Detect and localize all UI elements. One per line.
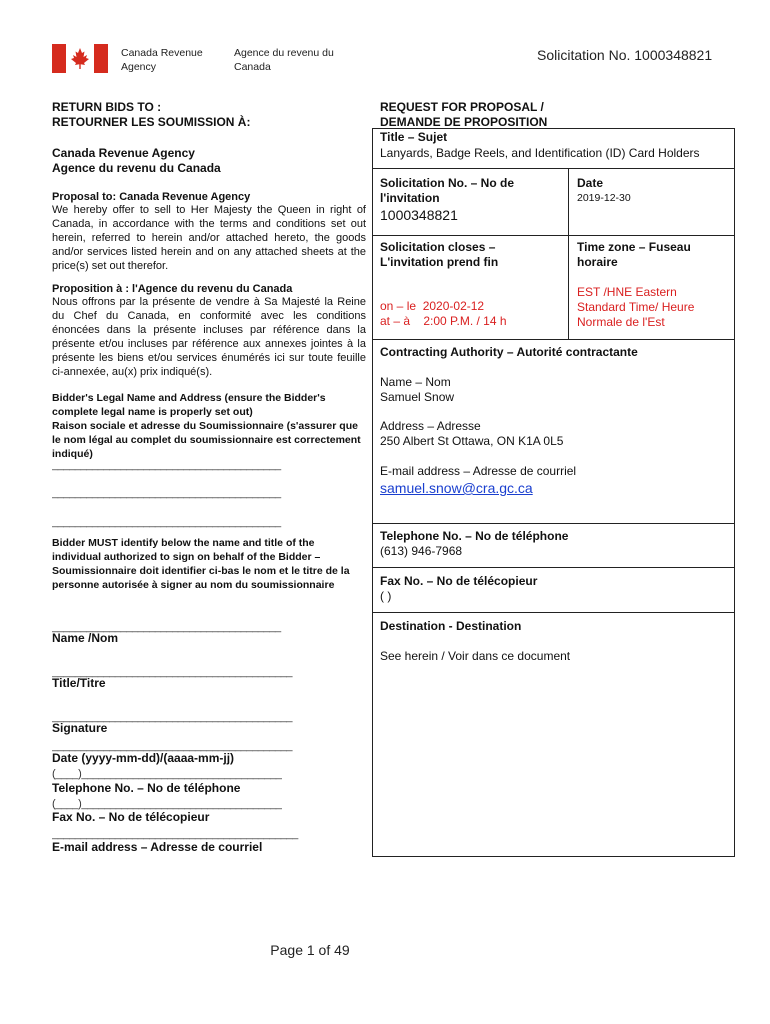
divider-title [372, 168, 734, 169]
bidder-name-line-3[interactable]: ________________________________________ [52, 516, 281, 528]
fax-label-right: Fax No. – No de télécopieur [380, 574, 538, 588]
bidder-name-line-1[interactable]: ________________________________________ [52, 459, 281, 471]
agency-fr-line2: Canada [234, 61, 271, 73]
divider-contracting [372, 523, 734, 524]
title-label: Title/Titre [52, 676, 106, 690]
agency-en-line2: Agency [121, 61, 157, 73]
time-zone-value: EST /HNE Eastern Standard Time/ Heure Normale de l'Est [577, 285, 695, 329]
telephone-value: (613) 946-7968 [380, 544, 463, 558]
destination-value: See herein / Voir dans ce document [380, 649, 571, 663]
signature-line[interactable]: __________________________________________ [52, 711, 293, 723]
name-label: Name /Nom [52, 631, 119, 645]
destination-label: Destination - Destination [380, 619, 522, 633]
signatory-instructions: Bidder MUST identify below the name and title of the individual authorized to sign on behalf of the Bidder – Soumissionnaire doit identifier ci-bas le nom et le titre de la personne autorisée à signer au nom du soumissionnaire [52, 537, 350, 591]
closing-date: on – le 2020-02-12 [380, 299, 485, 313]
agency-fr-wordmark [234, 46, 334, 74]
return-bids-en: RETURN BIDS TO : [52, 100, 162, 114]
canada-flag-icon [52, 44, 108, 73]
return-bids-fr: RETOURNER LES SOUMISSION À: [52, 115, 251, 129]
solicitation-closes-label: Solicitation closes – L'invitation prend fin [380, 240, 499, 269]
header-solicitation-number: Solicitation No. 1000348821 [537, 47, 713, 63]
agency-en-line1: Canada Revenue [121, 47, 203, 59]
phone-line[interactable]: (____)___________________________________ [52, 768, 282, 780]
agency-name-fr: Agence du revenu du Canada [52, 161, 221, 175]
time-zone-label: Time zone – Fuseau horaire [577, 240, 691, 269]
date-value: 2019-12-30 [577, 192, 631, 204]
email-label: E-mail address – Adresse de courriel [52, 840, 263, 854]
contact-name-label: Name – Nom [380, 375, 451, 389]
phone-label: Telephone No. – No de téléphone [52, 781, 241, 795]
name-line[interactable]: ________________________________________ [52, 621, 281, 633]
solicitation-number-label: Solicitation No. – No de l'invitation [380, 176, 515, 205]
telephone-label: Telephone No. – No de téléphone [380, 529, 569, 543]
bidder-name-line-2[interactable]: ________________________________________ [52, 487, 281, 499]
rfp-title-en: REQUEST FOR PROPOSAL / [380, 100, 544, 114]
contact-address-value: 250 Albert St Ottawa, ON K1A 0L5 [380, 434, 564, 448]
date-label-right: Date [577, 176, 604, 190]
agency-fr-line1: Agence du revenu du [234, 47, 334, 59]
rfp-title-fr: DEMANDE DE PROPOSITION [380, 115, 548, 129]
date-label: Date (yyyy-mm-dd)/(aaaa-mm-jj) [52, 751, 235, 765]
proposal-fr-title: Proposition à : l'Agence du revenu du Canada [52, 283, 293, 295]
title-line[interactable]: __________________________________________ [52, 666, 293, 678]
agency-en-wordmark [121, 46, 203, 74]
contact-email-label: E-mail address – Adresse de courriel [380, 464, 577, 478]
email-line[interactable]: ___________________________________________ [52, 828, 298, 840]
divider-solicitation [372, 235, 734, 236]
divider-phone [372, 567, 734, 568]
fax-label: Fax No. – No de télécopieur [52, 810, 210, 824]
proposal-en-title: Proposal to: Canada Revenue Agency [52, 191, 251, 203]
divider-fax [372, 612, 734, 613]
page-number: Page 1 of 49 [270, 942, 350, 958]
divider-vertical [568, 168, 569, 339]
closing-time: at – à 2:00 P.M. / 14 h [380, 314, 507, 328]
contracting-authority-label: Contracting Authority – Autorité contractante [380, 345, 638, 359]
contact-email-link[interactable]: samuel.snow@cra.gc.ca [380, 480, 533, 496]
bidder-legal-name-label: Bidder's Legal Name and Address (ensure the Bidder's complete legal name is properly set out) Raison sociale et adresse du Soumissionnaire (s'assurer que le nom légal au complet du soumissionnaire est correctement indiqué) [52, 392, 361, 460]
divider-closes [372, 339, 734, 340]
agency-name-en: Canada Revenue Agency [52, 146, 195, 160]
signature-label: Signature [52, 721, 108, 735]
contact-address-label: Address – Adresse [380, 419, 481, 433]
title-value: Lanyards, Badge Reels, and Identification (ID) Card Holders [380, 146, 700, 160]
fax-value: ( ) [380, 589, 392, 603]
fax-line[interactable]: (____)___________________________________ [52, 798, 282, 810]
contact-name-value: Samuel Snow [380, 390, 455, 404]
date-line[interactable]: __________________________________________ [52, 740, 293, 752]
proposal-fr-body: Nous offrons par la présente de vendre à Sa Majesté la Reine du Chef du Canada, en conformité avec les conditions énoncées dans la présente incluses par référence dans la présente et/ou incluses par référence aux annexes jointes à la présente les biens et/ou services énumérés ici sur toute feuille ci-annexée, au(x) prix indiqué(s). [52, 296, 366, 378]
proposal-en-body: We hereby offer to sell to Her Majesty the Queen in right of Canada, in accordance with the terms and conditions set out herein, referred to herein and/or attached hereto, the goods and/or services listed herein and on any attached sheets at the price(s) set out therefor. [52, 204, 366, 272]
solicitation-number-value: 1000348821 [380, 207, 458, 223]
title-label-right: Title – Sujet [380, 130, 448, 144]
